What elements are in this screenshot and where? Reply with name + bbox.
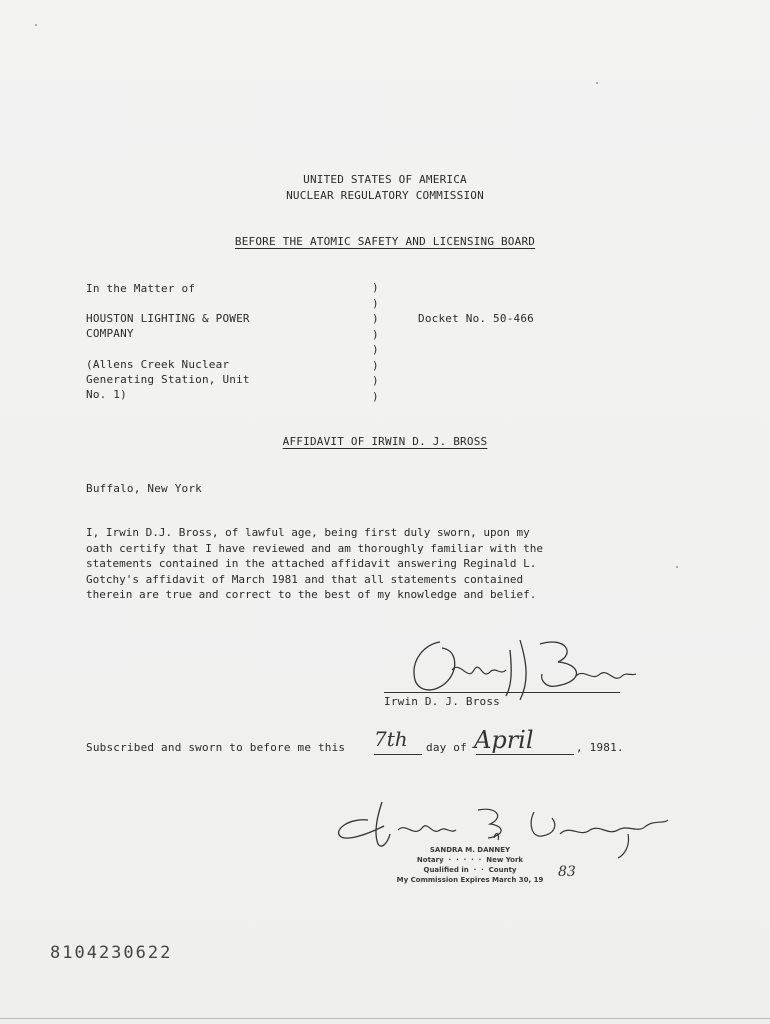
header-agency: NUCLEAR REGULATORY COMMISSION — [286, 189, 484, 202]
body-line: statements contained in the attached affidavit answering Reginald L. — [86, 557, 537, 570]
caption-party-2: COMPANY — [86, 327, 134, 340]
handwritten-month — [470, 718, 580, 758]
body-line: oath certify that I have reviewed and am thoroughly familiar with the — [86, 541, 543, 555]
caption-party-1: HOUSTON LIGHTING & POWER — [86, 312, 250, 325]
document-number: 8104230622 — [50, 943, 173, 963]
venue: Buffalo, New York — [86, 482, 202, 495]
scan-speck — [596, 82, 598, 84]
jurat-year: , 1981. — [576, 741, 624, 754]
docket-number: Docket No. 50-466 — [418, 312, 534, 325]
caption-parentheses: ) ) ) ) ) ) ) ) — [372, 281, 379, 403]
notary-stamp-expiry: My Commission Expires March 30, 19 — [396, 876, 544, 884]
notary-stamp-line: Qualified in · · County — [423, 866, 517, 874]
header-country: UNITED STATES OF AMERICA — [303, 173, 467, 186]
handwritten-day-text: 7th — [374, 727, 408, 751]
affiant-signature-line — [384, 692, 620, 693]
notary-stamp-line: Notary · · · · · New York — [416, 856, 524, 864]
caption-facility-2: Generating Station, Unit — [86, 373, 250, 386]
affidavit-title: AFFIDAVIT OF IRWIN D. J. BROSS — [282, 435, 488, 448]
handwritten-day — [366, 718, 436, 758]
jurat-day-word: day of — [426, 741, 467, 754]
affidavit-body — [86, 525, 626, 603]
body-line: therein are true and correct to the best of my knowledge and belief. — [86, 588, 537, 601]
page-bottom-edge — [0, 1018, 770, 1019]
caption-facility-3: No. 1) — [86, 388, 127, 401]
scan-speck — [35, 24, 37, 26]
scan-speck — [676, 566, 678, 568]
caption-facility-1: (Allens Creek Nuclear — [86, 358, 230, 371]
notary-stamp — [360, 845, 580, 885]
affiant-name: Irwin D. J. Bross — [384, 695, 500, 708]
jurat-prefix: Subscribed and sworn to before me this — [86, 741, 346, 754]
handwritten-month-text: April — [474, 726, 534, 754]
header-board: BEFORE THE ATOMIC SAFETY AND LICENSING BOARD — [234, 235, 536, 248]
body-line: I, Irwin D.J. Bross, of lawful age, being first duly sworn, upon my — [86, 526, 530, 539]
handwritten-commission-year — [556, 858, 586, 884]
caption-matter: In the Matter of — [86, 282, 196, 295]
handwritten-year-text: 83 — [558, 864, 576, 880]
body-line: Gotchy's affidavit of March 1981 and that all statements contained — [86, 572, 524, 586]
notary-stamp-name: SANDRA M. DANNEY — [429, 846, 511, 854]
